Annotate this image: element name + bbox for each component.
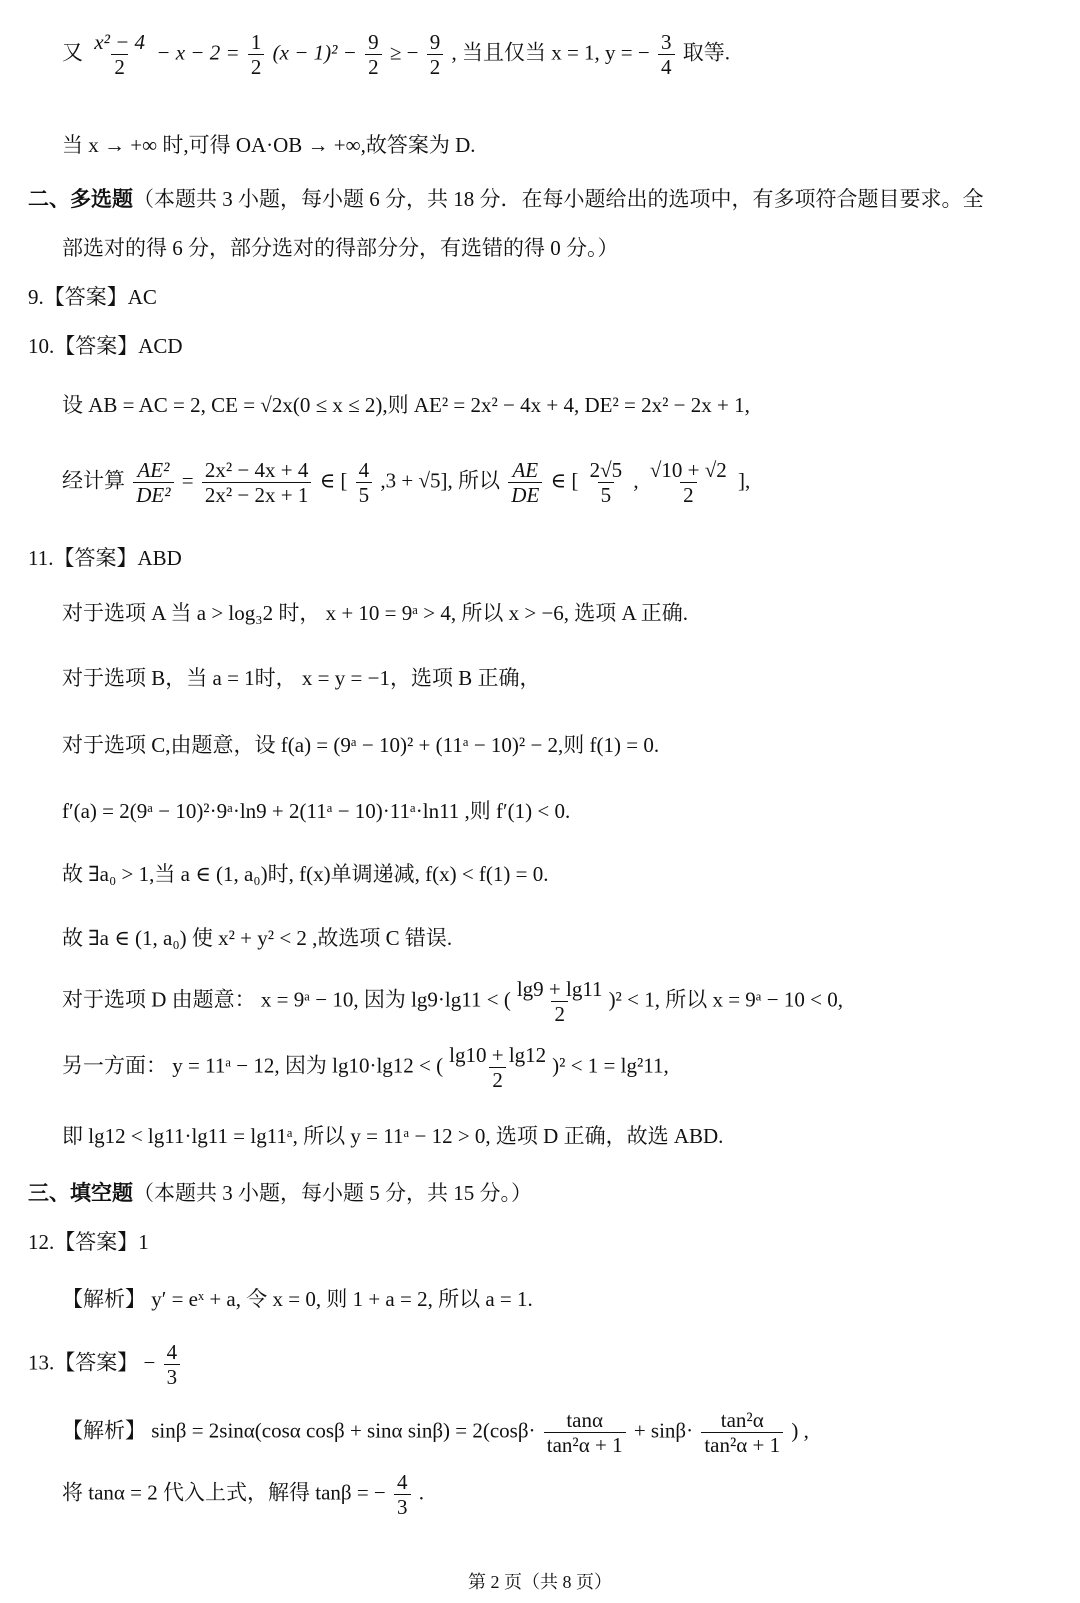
q11-line-6: 故 ∃a ∈ (1, a₀) 使 x² + y² < 2 ,故选项 C 错误. (62, 926, 453, 950)
text: )² < 1 = lg²11, (552, 1053, 669, 1078)
q12-line-1: 【解析】 y′ = eˣ + a, 令 x = 0, 则 1 + a = 2, 所以 a = 1. (62, 1287, 533, 1311)
text: (x − 1)² − (272, 40, 357, 65)
fraction: $\frac{\text{tan²α}}{\text{tan²α + 1}}$ (701, 1408, 783, 1457)
fraction: $\frac{4}{5}$ (356, 458, 373, 507)
fraction: $\frac{9}{2}$ (427, 30, 444, 79)
fraction: $\frac{\text{x² − 4}}{2}$ (94, 30, 146, 80)
q11-line-2: 对于选项 B，当 a = 1时， x = y = −1，选项 B 正确， (62, 666, 541, 690)
section-header-2 (28, 186, 984, 212)
answer-q13 (28, 1340, 183, 1389)
section-desc: （本题共 3 小题，每小题 6 分，共 18 分．在每小题给出的选项中，有多项符合题目要求。全 (133, 187, 984, 211)
section-title: 二、多选题 (28, 187, 133, 211)
text: , (451, 40, 457, 65)
formula-line-1 (62, 30, 730, 79)
fraction: $\frac{1}{2}$ (248, 30, 265, 79)
section-desc-2: 部选对的得 6 分，部分选对的得部分分，有选错的得 0 分。） (62, 236, 619, 260)
text: 13.【答案】 − (28, 1350, 156, 1375)
fraction: $\frac{\lg 10 + \lg 12}{2}$ (449, 1043, 547, 1093)
text: 经计算 (62, 468, 125, 493)
text: 取等. (682, 40, 730, 65)
q11-line-3: 对于选项 C,由题意，设 f(a) = (9ᵃ − 10)² + (11ᵃ − 10)² − 2,则 f(1) = 0. (62, 733, 660, 757)
q13-line-1 (62, 1408, 809, 1457)
q13-line-2 (62, 1470, 424, 1519)
text: 又 (62, 40, 83, 65)
fraction: $\frac{√10 + √2}{2}$ (649, 458, 727, 508)
q11-line-9: 即 lg12 < lg11·lg11 = lg11ᵃ, 所以 y = 11ᵃ − 12 > 0, 选项 D 正确，故选 ABD. (62, 1124, 724, 1148)
fraction: $\frac{4}{3}$ (394, 1470, 411, 1519)
text: − x − 2 = (156, 40, 240, 65)
section-title: 三、填空题 (28, 1181, 133, 1205)
fraction: $\frac{\text{2x² − 4x + 4}}{\text{2x² − 2x + 1}}$ (202, 458, 311, 507)
page-footer: 第 2 页（共 8 页） (468, 1572, 612, 1592)
q11-line-7 (62, 977, 843, 1026)
text: , (633, 468, 639, 493)
fraction: $\frac{2√5}{5}$ (589, 458, 623, 508)
fraction: $\frac{\lg 9 + \lg 11}{2}$ (516, 977, 603, 1027)
answer-q12: 12.【答案】1 (28, 1230, 149, 1254)
text: ], (738, 468, 751, 493)
text: + sinβ· (633, 1418, 694, 1443)
section-desc: （本题共 3 小题，每小题 5 分，共 15 分。） (133, 1181, 532, 1205)
text: ≥ − (389, 40, 419, 65)
formula-line-2: 当 x → +∞ 时,可得 OA·OB → +∞,故答案为 D. (62, 133, 476, 157)
text: ∈ [ (550, 468, 579, 493)
q11-line-8 (62, 1043, 669, 1092)
fraction: $\frac{3}{4}$ (658, 30, 675, 79)
text: 当且仅当 x = 1, y = − (461, 40, 650, 65)
text: 另一方面： y = 11ᵃ − 12, 因为 lg10·lg12 < ( (62, 1053, 444, 1078)
answer-q9: 9.【答案】AC (28, 285, 157, 309)
text: 对于选项 D 由题意： x = 9ᵃ − 10, 因为 lg9·lg11 < ( (62, 987, 511, 1012)
q11-line-1: 对于选项 A 当 a > log₃2 时， x + 10 = 9ᵃ > 4, 所以 x > −6, 选项 A 正确. (62, 601, 689, 625)
q11-line-4: f′(a) = 2(9ᵃ − 10)²·9ᵃ·ln9 + 2(11ᵃ − 10)·11ᵃ·ln11 ,则 f′(1) < 0. (62, 799, 571, 823)
fraction: $\frac{9}{2}$ (365, 30, 382, 79)
text: = (181, 468, 194, 493)
section-header-3 (28, 1180, 532, 1206)
q10-line-1: 设 AB = AC = 2, CE = √2x(0 ≤ x ≤ 2),则 AE² = 2x² − 4x + 4, DE² = 2x² − 2x + 1, (62, 393, 750, 417)
fraction: $\frac{AE}{DE}$ (508, 458, 542, 507)
answer-q10: 10.【答案】ACD (28, 334, 183, 358)
text: ∈ [ (319, 468, 348, 493)
fraction: $\frac{\text{AE²}}{\text{DE²}}$ (133, 458, 173, 507)
fraction: $\frac{\tan\alpha}{\text{tan²α + 1}}$ (544, 1408, 626, 1457)
fraction: $\frac{4}{3}$ (164, 1340, 181, 1389)
answer-q11: 11.【答案】ABD (28, 546, 182, 570)
text: . (418, 1480, 425, 1505)
text: 【解析】 sinβ = 2sinα(cosα cosβ + sinα sinβ) = 2(cosβ· (62, 1418, 536, 1443)
q10-line-2 (62, 458, 750, 507)
text: ) , (791, 1418, 809, 1443)
text: )² < 1, 所以 x = 9ᵃ − 10 < 0, (608, 987, 843, 1012)
text: 将 tanα = 2 代入上式，解得 tanβ = − (62, 1480, 386, 1505)
text: ,3 + √5], 所以 (380, 468, 501, 493)
q11-line-5: 故 ∃a₀ > 1,当 a ∈ (1, a₀)时, f(x)单调递减, f(x) < f(1) = 0. (62, 862, 549, 886)
